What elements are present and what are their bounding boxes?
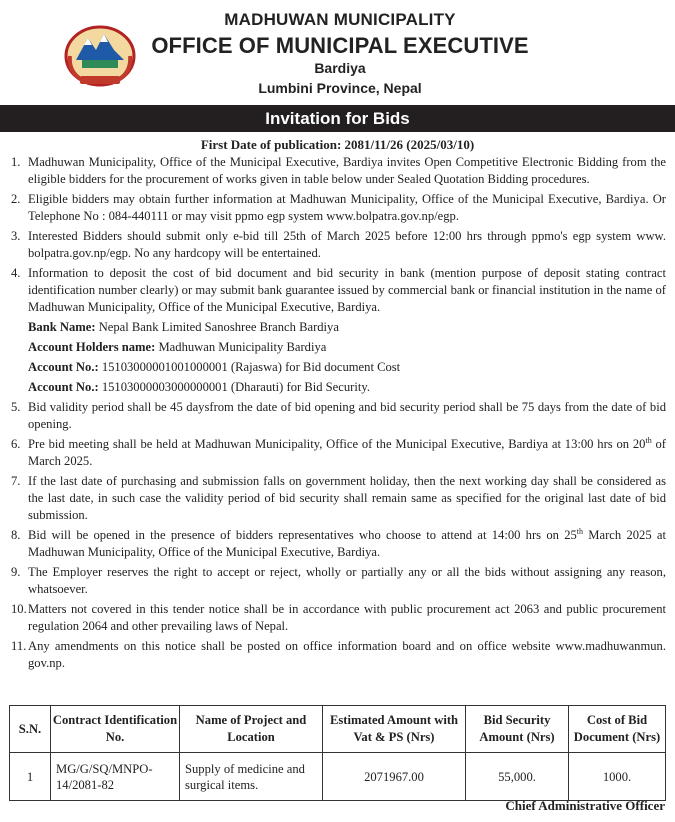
item-text: Eligible bidders may obtain further information at Madhuwan Municipality, Office of the Municipal Executive, Bardiya. Or Telephone No : 084-440111 or may visit ppmo egp system www.bolpatra.gov.np/egp. xyxy=(28,192,666,223)
notice-item xyxy=(0,564,675,598)
item-text: Bid validity period shall be 45 daysfrom the date of bid opening and bid security period shall be 75 days from the date of bid opening. xyxy=(28,400,666,431)
account-number-label: Account No.: xyxy=(28,360,99,374)
item-number: 8. xyxy=(11,528,21,542)
account-holder-line xyxy=(0,339,675,356)
table-cell: MG/G/SQ/MNPO-14/2081-82 xyxy=(51,753,180,801)
item-number: 2. xyxy=(11,192,21,206)
notice-item xyxy=(0,601,675,635)
item-number: 7. xyxy=(11,474,21,488)
column-header: Estimated Amount with Vat & PS (Nrs) xyxy=(323,706,466,753)
item-text: March 2025 at Madhuwan Municipality, Office of the Municipal Executive, Bardiya. xyxy=(28,528,666,559)
table-header-row xyxy=(10,706,666,753)
nepal-emblem-icon xyxy=(62,20,138,88)
bank-name-label: Bank Name: xyxy=(28,320,96,334)
column-header: Name of Project and Location xyxy=(180,706,323,753)
table-cell: 55,000. xyxy=(466,753,569,801)
item-text: The Employer reserves the right to accept or reject, wholly or partially any or all the bids without assigning any reason, whatsoever. xyxy=(28,565,666,596)
column-header: Bid Security Amount (Nrs) xyxy=(466,706,569,753)
district-name: Bardiya xyxy=(314,60,366,76)
table-row xyxy=(10,753,666,801)
account-holder-value: Madhuwan Municipality Bardiya xyxy=(158,340,327,354)
item-text: Matters not covered in this tender notice shall be in accordance with public procurement act 2063 and public procurement regulation 2064 and other prevailing laws of Nepal. xyxy=(28,602,666,633)
bank-name-line xyxy=(0,319,675,336)
item-text: Information to deposit the cost of bid document and bid security in bank (mention purpose of deposit stating contract identification number clearly) or may submit bank guarantee issued by commercial bank or financial institution in the name of Madhuwan Municipality, Office of the Municipal Executive, Bardiya. xyxy=(28,266,666,314)
item-number: 4. xyxy=(11,266,21,280)
item-number: 9. xyxy=(11,565,21,579)
bids-table xyxy=(9,705,666,801)
account-holder-label: Account Holders name: xyxy=(28,340,156,354)
item-text: Madhuwan Municipality, Office of the Municipal Executive, Bardiya invites Open Competitive Electronic Bidding from the eligible bidders for the procurement of works given in table below under Sealed Quotation Bidding procedures. xyxy=(28,155,666,186)
account-number-label: Account No.: xyxy=(28,380,99,394)
item-text: If the last date of purchasing and submission falls on government holiday, then the next working day shall be considered as the last date, in such case the validity period of bid security shall remain same as specified for the original last date of bid submission. xyxy=(28,474,666,522)
municipality-name: MADHUWAN MUNICIPALITY xyxy=(224,10,456,29)
item-text: Any amendments on this notice shall be posted on office information board and on office website www.madhuwanmun. gov.np. xyxy=(28,639,666,670)
table-cell: 1000. xyxy=(569,753,666,801)
ordinal-suffix: th xyxy=(645,435,652,445)
notice-item xyxy=(0,473,675,524)
account-number-value: 15103000003000000001 (Dharauti) for Bid Security. xyxy=(101,380,370,394)
notice-title-banner: Invitation for Bids xyxy=(0,105,675,132)
notice-item xyxy=(0,436,675,470)
notice-item xyxy=(0,638,675,672)
notice-item xyxy=(0,399,675,433)
notice-header xyxy=(0,0,675,104)
item-number: 6. xyxy=(11,437,21,451)
item-text: Bid will be opened in the presence of bidders representatives who choose to attend at 14:00 hrs on 25 xyxy=(28,528,577,542)
bank-name-value: Nepal Bank Limited Sanoshree Branch Bardiya xyxy=(98,320,339,334)
signatory-title: Chief Administrative Officer xyxy=(505,798,665,813)
item-number: 10. xyxy=(11,602,27,616)
item-text: of March 2025. xyxy=(28,437,666,468)
notice-body xyxy=(0,154,675,675)
column-header: Contract Identification No. xyxy=(51,706,180,753)
account-number-line xyxy=(0,379,675,396)
item-text: Interested Bidders should submit only e-bid till 25th of March 2025 before 12:00 hrs through ppmo's egp system www. bolpatra.gov.np/egp. No any hardcopy will be entertained. xyxy=(28,229,666,260)
notice-item xyxy=(0,527,675,561)
item-number: 11. xyxy=(11,639,27,653)
account-number-value: 15103000001001000001 (Rajaswa) for Bid document Cost xyxy=(101,360,401,374)
notice-item xyxy=(0,228,675,262)
item-number: 1. xyxy=(11,155,21,169)
publication-date: First Date of publication: 2081/11/26 (2025/03/10) xyxy=(200,137,475,152)
table-cell: Supply of medicine and surgical items. xyxy=(180,753,323,801)
notice-item xyxy=(0,154,675,188)
office-name: OFFICE OF MUNICIPAL EXECUTIVE xyxy=(151,33,529,58)
table-cell: 2071967.00 xyxy=(323,753,466,801)
province-name: Lumbini Province, Nepal xyxy=(258,80,422,96)
table-cell: 1 xyxy=(10,753,51,801)
item-number: 3. xyxy=(11,229,21,243)
account-number-line xyxy=(0,359,675,376)
item-number: 5. xyxy=(11,400,21,414)
item-text: Pre bid meeting shall be held at Madhuwan Municipality, Office of the Municipal Executive, Bardiya at 13:00 hrs on 20 xyxy=(28,437,646,451)
column-header: S.N. xyxy=(10,706,51,753)
notice-item xyxy=(0,265,675,316)
ordinal-suffix: th xyxy=(576,526,584,536)
notice-item xyxy=(0,191,675,225)
column-header: Cost of Bid Document (Nrs) xyxy=(569,706,666,753)
